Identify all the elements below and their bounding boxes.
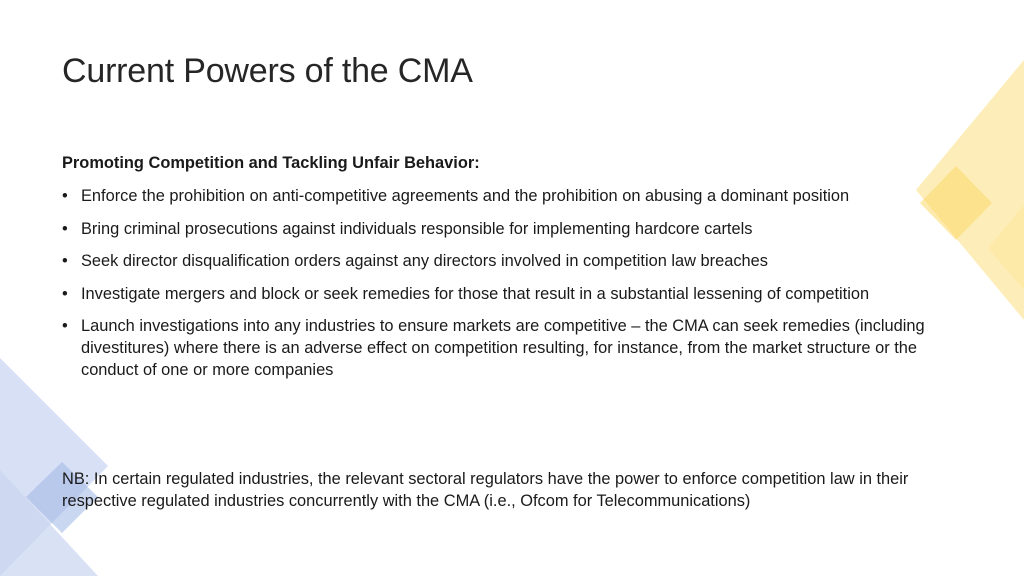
- list-item-text: Enforce the prohibition on anti-competitive agreements and the prohibition on abusing a dominant position: [81, 187, 850, 205]
- list-item: [62, 250, 952, 272]
- list-item: [62, 283, 952, 305]
- list-item-text: Investigate mergers and block or seek remedies for those that result in a substantial lessening of competition: [81, 284, 870, 303]
- bullet-icon: •: [62, 187, 68, 205]
- list-item: [62, 185, 952, 207]
- bullet-icon: •: [62, 219, 68, 238]
- list-item-text: Launch investigations into any industries to ensure markets are competitive – the CMA can seek remedies (including divestitures) where there is an adverse effect on competition resulting, for instance, from the market structure or the conduct of one or more companies: [81, 317, 925, 379]
- slide-content: [62, 152, 952, 392]
- powers-list: [62, 185, 952, 381]
- list-item-text: Bring criminal prosecutions against individuals responsible for implementing hardcore cartels: [81, 219, 753, 238]
- bullet-icon: •: [62, 252, 68, 270]
- list-item: [62, 218, 952, 240]
- slide-title: Current Powers of the CMA: [62, 52, 473, 90]
- bullet-icon: •: [62, 317, 68, 335]
- section-heading: Promoting Competition and Tackling Unfair Behavior:: [62, 154, 480, 172]
- list-item-text: Seek director disqualification orders against any directors involved in competition law breaches: [81, 252, 768, 270]
- bullet-icon: •: [62, 284, 68, 303]
- footnote: NB: In certain regulated industries, the relevant sectoral regulators have the power to enforce competition law in their respective regulated industries concurrently with the CMA (i.e., Ofcom for Telecommunications): [62, 470, 909, 510]
- list-item: [62, 315, 952, 381]
